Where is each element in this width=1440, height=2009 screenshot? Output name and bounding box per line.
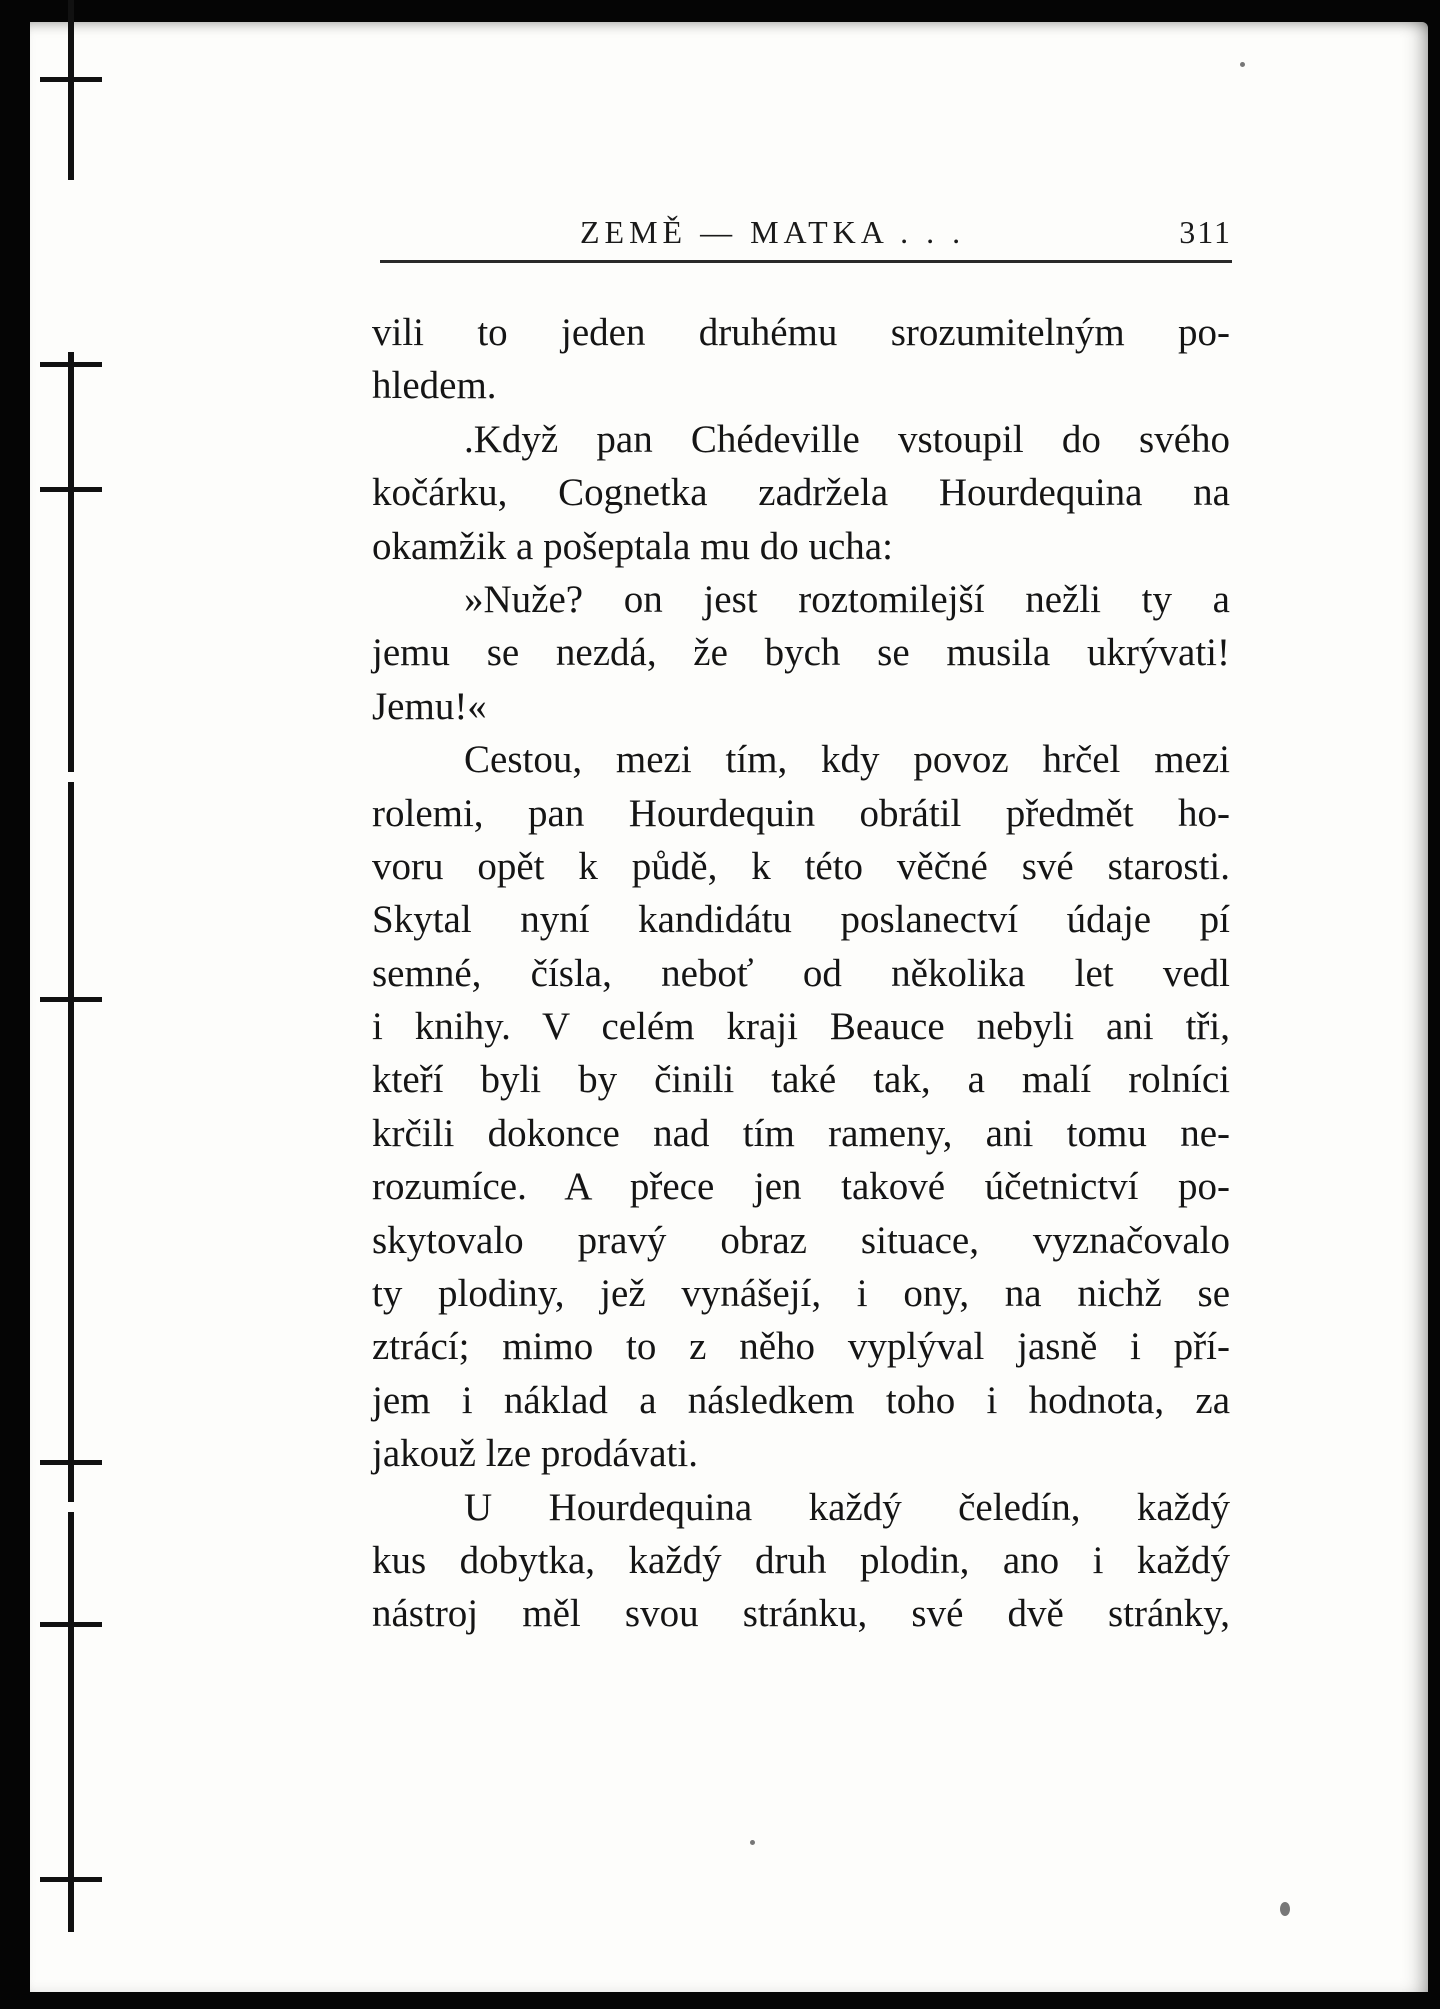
paper-speck xyxy=(1240,62,1245,67)
binding-line-middle xyxy=(68,782,74,1502)
running-title: ZEMĚ — MATKA . . . xyxy=(580,214,966,250)
text-line: hledem. xyxy=(372,364,497,408)
text-line: nástroj měl svou stránku, své dvě stránky, xyxy=(372,1592,1230,1636)
text-line: rozumíce. A přece jen takové účetnictví po- xyxy=(372,1165,1230,1209)
binding-line-upper xyxy=(68,352,74,772)
text-line: ty plodiny, jež vynášejí, i ony, na nichž se xyxy=(372,1272,1230,1316)
text-line: U Hourdequina každý čeledín, každý xyxy=(464,1485,1230,1529)
binding-line-lower xyxy=(68,1512,74,1932)
text-line: kočárku, Cognetka zadržela Hourdequina na xyxy=(372,471,1230,515)
text-line: ztrácí; mimo to z něho vyplýval jasně i pří- xyxy=(372,1325,1230,1369)
text-line: Cestou, mezi tím, kdy povoz hrčel mezi xyxy=(464,738,1230,782)
paper-speck xyxy=(1280,1902,1290,1916)
page-number: 311 xyxy=(1179,214,1232,250)
binding-tick xyxy=(40,487,102,492)
text-line: i knihy. V celém kraji Beauce nebyli ani tři, xyxy=(372,1005,1230,1049)
running-header xyxy=(380,208,1232,263)
binding-tick xyxy=(40,997,102,1002)
binding-tick xyxy=(40,1877,102,1882)
text-line: voru opět k půdě, k této věčné své starosti. xyxy=(372,844,1230,888)
text-line: jem i náklad a následkem toho i hodnota, za xyxy=(372,1378,1230,1422)
text-line: kteří byli by činili také tak, a malí rolníci xyxy=(372,1058,1230,1102)
text-line: rolemi, pan Hourdequin obrátil předmět ho- xyxy=(372,791,1230,835)
text-line: krčili dokonce nad tím rameny, ani tomu ne- xyxy=(372,1111,1230,1155)
text-line: semné, čísla, neboť od několika let vedl xyxy=(372,951,1230,995)
text-line: skytovalo pravý obraz situace, vyznačovalo xyxy=(372,1218,1230,1262)
text-line: okamžik a pošeptala mu do ucha: xyxy=(372,524,893,568)
text-line: Jemu!« xyxy=(372,684,487,728)
body-text xyxy=(372,306,1230,1641)
binding-tick xyxy=(40,362,102,367)
paper-speck xyxy=(750,1840,755,1845)
text-line: kus dobytka, každý druh plodin, ano i každý xyxy=(372,1538,1230,1582)
text-line: Skytal nyní kandidátu poslanectví údaje pí xyxy=(372,898,1230,942)
text-line: .Když pan Chédeville vstoupil do svého xyxy=(464,417,1230,461)
text-line: »Nuže? on jest roztomilejší nežli ty a xyxy=(464,577,1230,621)
binding-tick xyxy=(40,1622,102,1627)
binding-line-top xyxy=(68,0,74,180)
text-line: jakouž lze prodávati. xyxy=(372,1432,698,1476)
binding-tick xyxy=(40,1460,102,1465)
text-line: jemu se nezdá, že bych se musila ukrývati! xyxy=(372,631,1230,675)
text-line: vili to jeden druhému srozumitelným po- xyxy=(372,311,1230,354)
binding-tick xyxy=(40,77,102,82)
